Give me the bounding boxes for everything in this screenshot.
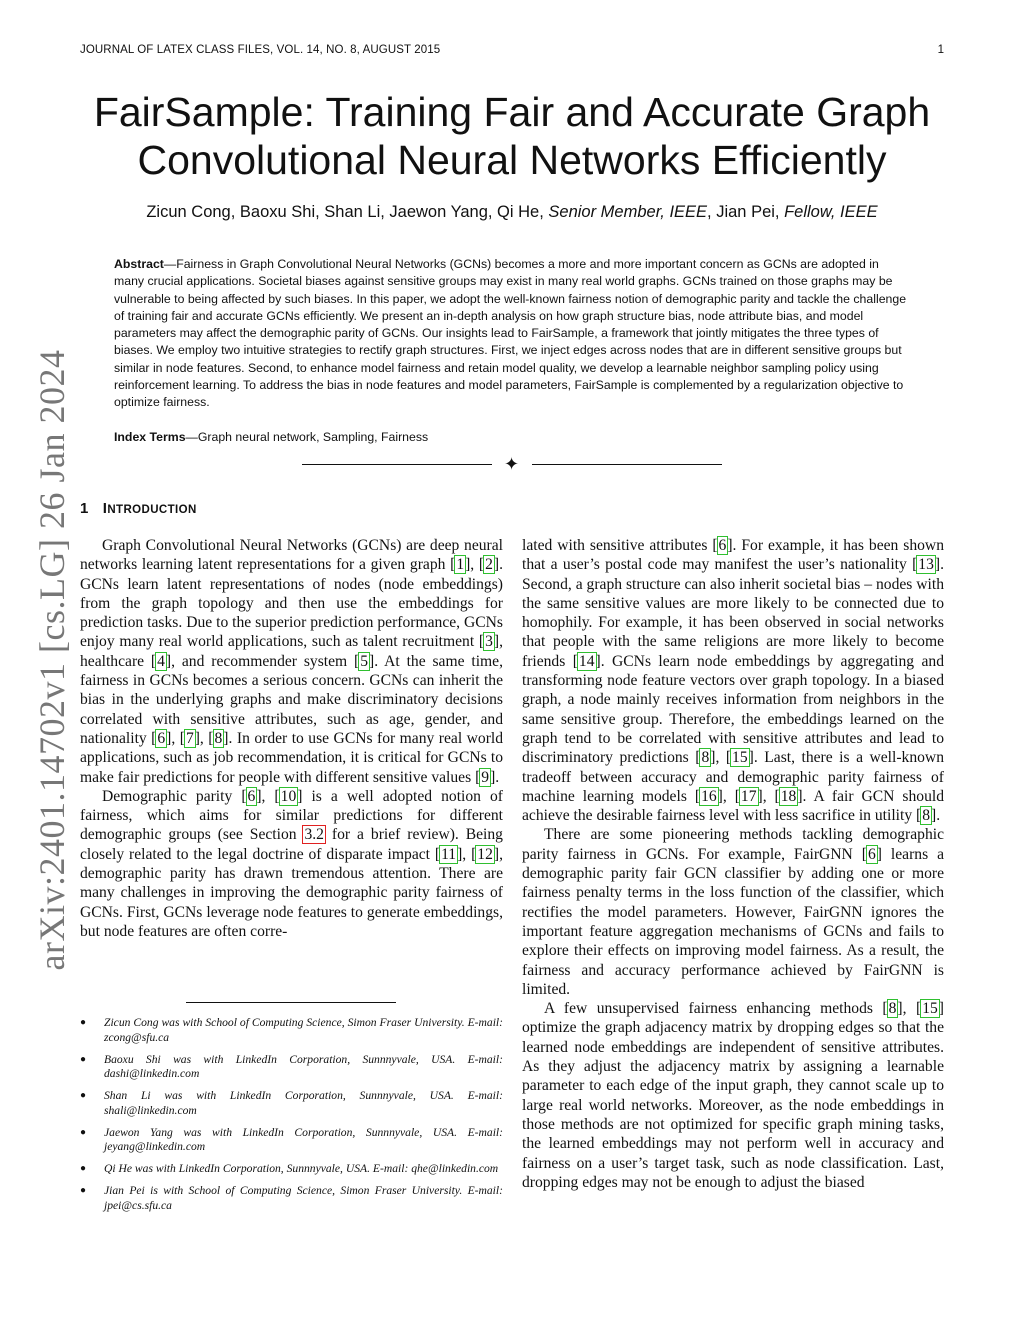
citation-link[interactable]: 6 (867, 845, 876, 863)
section-link[interactable]: 3.2 (304, 826, 324, 844)
authors-part-2: , Jian Pei, (707, 203, 785, 221)
bullet-icon: ● (80, 1163, 87, 1175)
footnote-item: ● Zicun Cong was with School of Computing Science, Simon Fraser University. E-mail: zcong@sfu.ca (80, 1016, 503, 1044)
abstract (114, 256, 911, 412)
citation-link[interactable]: 6 (247, 787, 256, 805)
citation-link[interactable]: 11 (441, 845, 457, 863)
divider-line-right (532, 464, 722, 465)
index-terms (114, 430, 428, 444)
right-column (522, 536, 944, 1192)
author-list (80, 203, 944, 222)
citation-link[interactable]: 10 (280, 787, 297, 805)
footnote-item: ● Jaewon Yang was with LinkedIn Corporation, Sunnnyvale, USA. E-mail: jeyang@linkedin.com (80, 1125, 503, 1154)
citation-link[interactable]: 8 (701, 749, 710, 767)
paper-title (80, 88, 944, 184)
paragraph: lated with sensitive attributes [6]. For example, it has been shown that a user’s postal code may manifest the user’s nationality [13]. Second, a graph structure can also inherit societal bias – nodes with the same sensitive values are more likely to be connected due to homophily. For example, it has been observed in social networks that people with the same religions are more likely to become friends [14]. GCNs learn node embeddings by aggregating and transforming node feature vectors over graph topology. In a biased graph, a node mainly receives information from neighbors in the same sensitive group. Therefore, the embeddings learned on the graph tend to be correlated with sensitive attributes and lead to discriminatory predictions [8], [15]. Last, there is a well-known tradeoff between accuracy and demographic parity fairness of machine learning models [16], [17], [18]. A fair GCN should achieve the desirable fairness level with less sacrifice in utility [8]. (522, 537, 945, 825)
footnote-rule (186, 1002, 396, 1003)
citation-link[interactable]: 18 (780, 787, 797, 805)
citation-link[interactable]: 5 (360, 652, 369, 670)
citation-link[interactable]: 9 (481, 768, 490, 786)
author-footnotes (80, 1016, 503, 1221)
citation-link[interactable]: 8 (922, 807, 931, 825)
index-terms-label: Index Terms (114, 430, 186, 444)
index-terms-text: —Graph neural network, Sampling, Fairness (185, 430, 429, 444)
section-number: 1 (80, 500, 89, 517)
citation-link[interactable]: 3 (485, 633, 493, 651)
title-line-1: FairSample: Training Fair and Accurate Graph (93, 89, 931, 135)
section-divider (302, 456, 722, 474)
footnote-item: ● Qi He was with LinkedIn Corporation, Sunnnyvale, USA. E-mail: qhe@linkedin.com (80, 1162, 499, 1176)
divider-line-left (302, 464, 492, 465)
abstract-label: Abstract (114, 257, 164, 271)
citation-link[interactable]: 1 (456, 556, 465, 574)
citation-link[interactable]: 15 (922, 1000, 938, 1018)
section-title-rest: NTRODUCTION (107, 504, 197, 516)
paragraph: Graph Convolutional Neural Networks (GCNs) are deep neural networks learning latent representations for a given graph [1], [2]. GCNs learn latent representations of nodes (node embeddings) from the graph topology and then use the embeddings for prediction tasks. Due to the superior prediction performance, GCNs enjoy many real world applications, such as talent recruitment [3], healthcare [4], and recommender system [5]. At the same time, fairness in GCNs becomes a serious concern. GCNs can inherit the bias in the underlying graphs and make discriminatory decisions correlated with sensitive attributes, such as age, gender, and nationality [6], [7], [8]. In order to use GCNs for many real world applications, such as job recommendation, it is critical for GCNs to make fair predictions for people with different sensitive values [9]. (80, 537, 504, 786)
citation-link[interactable]: 17 (740, 787, 757, 805)
bullet-icon: ● (80, 1090, 87, 1102)
divider-star-icon: ✦ (504, 454, 520, 474)
left-column (80, 536, 503, 941)
authors-part-1: Zicun Cong, Baoxu Shi, Shan Li, Jaewon Yang, Qi He, (146, 203, 549, 221)
citation-link[interactable]: 14 (578, 652, 595, 670)
author-role-2: Fellow, IEEE (784, 203, 878, 221)
citation-link[interactable]: 13 (918, 556, 934, 574)
abstract-text: —Fairness in Graph Convolutional Neural Networks (GCNs) becomes a more and more important concern as GCNs are adopted in many crucial applications. Societal biases against sensitive groups may exist in many real world graphs. GCNs trained on those graphs may be vulnerable to being affected by such biases. In this paper, we adopt the well-known fairness notion of demographic parity and tackle the challenge of training fair and accurate GCNs efficiently. We present an in-depth analysis on how graph structure bias, node attribute bias, and model parameters may affect the demographic parity of GCNs. Our insights lead to FairSample, a framework that jointly mitigates the three types of biases. We employ two intuitive strategies to rectify graph structures. First, we inject edges across nodes that are in different sensitive groups but similar in node features. Second, to enhance model fairness and retain model quality, we develop a learnable neighbor sampling policy using reinforcement learning. To address the bias in node features and model parameters, FairSample is complemented by a regularization objective to optimize fairness. (114, 257, 907, 410)
citation-link[interactable]: 6 (157, 729, 166, 747)
footnote-item: ● Jian Pei is with School of Computing Science, Simon Fraser University. E-mail: jpei@cs.sfu.ca (80, 1184, 503, 1212)
section-title-initial: I (102, 500, 108, 517)
bullet-icon: ● (80, 1053, 87, 1065)
title-line-2: Convolutional Neural Networks Efficiently (137, 137, 887, 183)
bullet-icon: ● (80, 1017, 87, 1028)
citation-link[interactable]: 15 (732, 749, 748, 767)
page-number: 1 (937, 44, 944, 56)
footnote-item: ● Shan Li was with LinkedIn Corporation, Sunnnyvale, USA. E-mail: shali@linkedin.com (80, 1089, 503, 1117)
citation-link[interactable]: 12 (477, 845, 493, 863)
footnote-item: ● Baoxu Shi was with LinkedIn Corporation, Sunnnyvale, USA. E-mail: dashi@linkedin.com (80, 1052, 503, 1081)
citation-link[interactable]: 8 (888, 1000, 897, 1018)
citation-link[interactable]: 4 (157, 652, 165, 670)
bullet-icon: ● (80, 1126, 87, 1138)
paragraph: There are some pioneering methods tackling demographic parity fairness in GCNs. For example, FairGNN [6] learns a demographic parity fair GCN classifier by adding one or more fairness penalty terms in the loss function of the classifier, which rectifies the model parameters. However, FairGNN ignores the important feature aggregation mechanisms of GCNs and fails to explore their effects on improving model fairness. As a result, the fairness and accuracy performance achieved by FairGNN is limited. (522, 826, 945, 998)
citation-link[interactable]: 6 (718, 537, 727, 554)
citation-link[interactable]: 16 (701, 787, 717, 805)
paragraph: Demographic parity [6], [10] is a well adopted notion of fairness, which aims for similar predictions for different demographic groups (see Section 3.2 for a brief review). Being closely related to the legal doctrine of disparate impact [11], [12], demographic parity has drawn tremendous attention. There are many challenges in improving the demographic parity fairness of GCNs. First, GCNs leverage node features to generate embeddings, but node features are often corre- (80, 787, 504, 940)
paragraph: A few unsupervised fairness enhancing methods [8], [15] optimize the graph adjacency matrix by dropping edges so that the learned node embeddings are independent of sensitive attributes. As they adjust the adjacency matrix by assigning a learnable parameter to each edge of the input graph, they cannot scale up to large real world networks. Moreover, as the node embeddings in those methods are not optimized for specific graph mining tasks, the learned embeddings may not perform well in accuracy and fairness on a user’s target task, such as node classification. Last, dropping edges may not be enough to adjust the biased (522, 1000, 944, 1191)
running-header: JOURNAL OF LATEX CLASS FILES, VOL. 14, NO. 8, AUGUST 2015 (80, 44, 441, 56)
bullet-icon: ● (80, 1185, 87, 1197)
section-heading (80, 500, 197, 517)
author-role-1: Senior Member, IEEE (548, 203, 708, 221)
citation-link[interactable]: 2 (485, 556, 493, 574)
citation-link[interactable]: 7 (185, 729, 194, 747)
arxiv-identifier[interactable]: arXiv:2401.14702v1 [cs.LG] 26 Jan 2024 (32, 349, 72, 971)
citation-link[interactable]: 8 (214, 729, 223, 747)
